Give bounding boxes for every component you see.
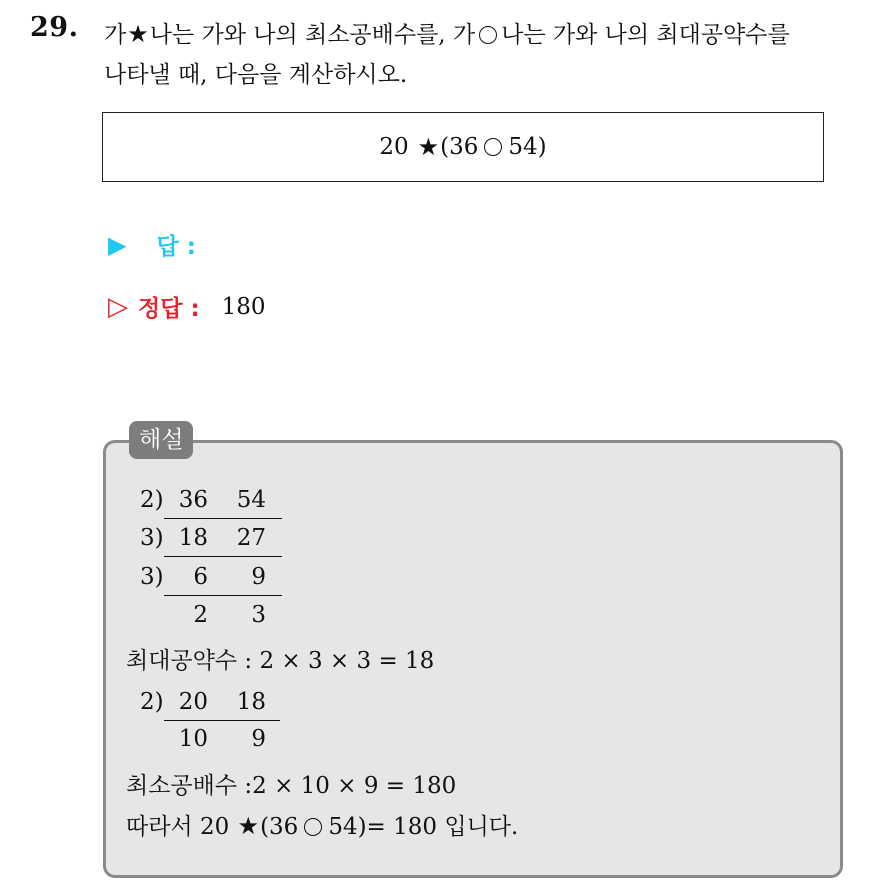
division-line — [164, 518, 282, 519]
quotient-a: 36 — [178, 487, 208, 513]
question-text-part: 가 — [104, 22, 127, 48]
divisor: 2) — [140, 487, 164, 513]
division-row — [0, 559, 884, 595]
question-line-2: 나타낼 때, 다음을 계산하시오. — [104, 62, 408, 88]
division-row — [0, 520, 884, 556]
division-line — [164, 556, 282, 557]
expression-operand: (36 — [440, 134, 479, 160]
divisor: 2) — [140, 689, 164, 715]
correct-answer-row — [108, 290, 266, 323]
star-icon: ★ — [237, 812, 260, 840]
division-row — [0, 597, 884, 633]
expression-operand: 54) — [508, 134, 547, 160]
correct-answer-label: 정답 : — [138, 296, 200, 322]
division-row — [0, 482, 884, 518]
play-marker-icon: ▶ — [108, 230, 127, 259]
division-line — [164, 595, 282, 596]
question-text — [104, 14, 874, 95]
quotient-a: 18 — [178, 525, 208, 551]
circle-icon — [304, 818, 322, 836]
quotient-b: 18 — [236, 689, 266, 715]
quotient-b: 54 — [236, 487, 266, 513]
quotient-a: 10 — [178, 726, 208, 752]
quotient-a: 20 — [178, 689, 208, 715]
circle-icon — [484, 138, 502, 156]
circle-icon — [479, 26, 497, 44]
quotient-a: 6 — [193, 564, 208, 590]
star-icon: ★ — [417, 133, 440, 161]
division-row — [0, 684, 884, 720]
correct-answer-value: 180 — [221, 293, 266, 320]
question-number: 29. — [30, 12, 79, 43]
question-text-part: 나는 가와 나의 최대공약수를 — [501, 22, 790, 48]
hollow-play-marker-icon: ▷ — [108, 291, 128, 322]
quotient-a: 2 — [193, 602, 208, 628]
conclusion-text: (36 — [260, 814, 299, 840]
expression-box — [102, 112, 824, 182]
quotient-b: 9 — [251, 726, 266, 752]
question-text-part: 나는 가와 나의 최소공배수를, 가 — [149, 22, 476, 48]
lcm-line: 최소공배수 :2 × 10 × 9 = 180 — [126, 773, 457, 799]
question-line-1 — [104, 14, 874, 55]
quotient-b: 3 — [251, 602, 266, 628]
division-row — [0, 721, 884, 757]
star-icon: ★ — [127, 20, 149, 48]
answer-label: 답 : — [156, 234, 196, 260]
gcd-line: 최대공약수 : 2 × 3 × 3 = 18 — [126, 648, 435, 674]
conclusion-line — [126, 808, 518, 845]
conclusion-text: 54)= 180 입니다. — [328, 814, 519, 840]
quotient-b: 9 — [251, 564, 266, 590]
quotient-b: 27 — [236, 525, 266, 551]
divisor: 3) — [140, 564, 164, 590]
conclusion-text: 따라서 20 — [126, 814, 230, 840]
divisor: 3) — [140, 525, 164, 551]
expression-operand: 20 — [379, 134, 409, 160]
answer-input-row[interactable] — [108, 228, 196, 261]
explanation-tag: 해설 — [129, 421, 193, 459]
